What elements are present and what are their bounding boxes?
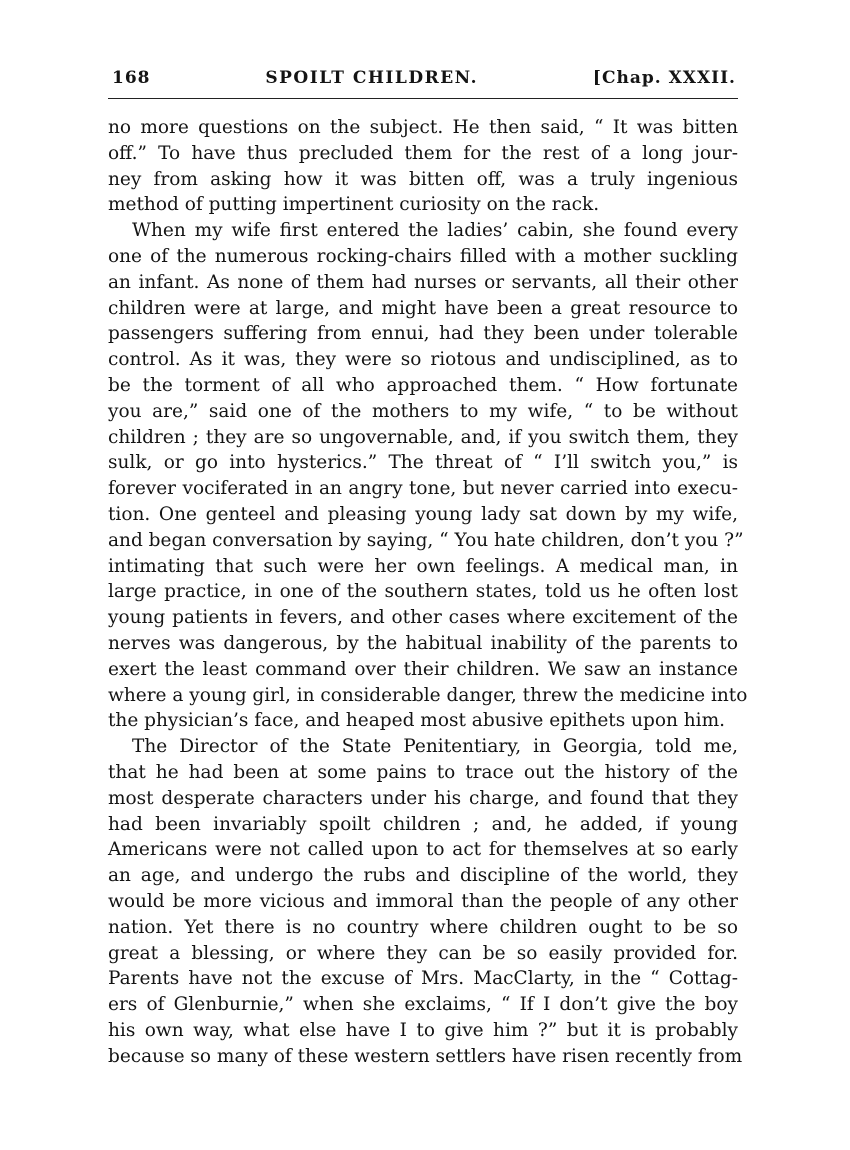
text-line: no more questions on the subject. He then said, “ It was bitten: [108, 117, 738, 138]
chapter-label: [Chap. XXXII.: [592, 68, 736, 88]
text-line: an infant. As none of them had nurses or servants, all their other: [108, 271, 738, 293]
text-line: would be more vicious and immoral than the people of any other: [108, 890, 738, 912]
text-line: and began conversation by saying, “ You hate children, don’t you ?”: [108, 529, 744, 551]
text-line: nation. Yet there is no country where children ought to be so: [108, 916, 738, 938]
text-line: large practice, in one of the southern states, told us he often lost: [108, 581, 738, 603]
text-line: Americans were not called upon to act for themselves at so early: [108, 839, 738, 861]
text-line: exert the least command over their children. We saw an instance: [108, 658, 738, 680]
text-line: where a young girl, in considerable danger, threw the medicine into: [108, 684, 748, 706]
body-text: [108, 115, 748, 1069]
text-line: had been invariably spoilt children ; and, he added, if young: [108, 813, 738, 835]
text-line: ney from asking how it was bitten off, was a truly ingenious: [108, 168, 738, 190]
text-line: Parents have not the excuse of Mrs. MacClarty, in the “ Cottag-: [108, 968, 738, 990]
text-line: great a blessing, or where they can be so easily provided for.: [108, 942, 738, 964]
text-line: control. As it was, they were so riotous and undisciplined, as to: [108, 349, 738, 371]
text-line: one of the numerous rocking-chairs filled with a mother suckling: [108, 245, 738, 267]
text-line: you are,” said one of the mothers to my wife, “ to be without: [108, 400, 738, 422]
text-line: children ; they are so ungovernable, and, if you switch them, they: [108, 426, 738, 448]
text-line: his own way, what else have I to give him ?” but it is probably: [108, 1019, 738, 1041]
text-line: that he had been at some pains to trace out the history of the: [108, 761, 738, 783]
text-line: be the torment of all who approached them. “ How fortunate: [108, 374, 738, 396]
text-line: intimating that such were her own feelings. A medical man, in: [108, 555, 738, 577]
book-page: [108, 68, 748, 1069]
paragraph: [108, 218, 748, 734]
text-line: method of putting impertinent curiosity on the rack.: [108, 194, 600, 216]
paragraph: [108, 115, 738, 218]
header-rule: [108, 98, 738, 99]
text-line: The Director of the State Penitentiary, in Georgia, told me,: [132, 736, 738, 758]
text-line: an age, and undergo the rubs and discipline of the world, they: [108, 865, 738, 887]
text-line: ers of Glenburnie,” when she exclaims, “ If I don’t give the boy: [108, 994, 738, 1016]
text-line: When my wife first entered the ladies’ cabin, she found every: [132, 220, 738, 242]
running-title: SPOILT CHILDREN.: [265, 68, 479, 88]
text-line: tion. One genteel and pleasing young lady sat down by my wife,: [108, 503, 738, 525]
text-line: sulk, or go into hysterics.” The threat of “ I’ll switch you,” is: [108, 452, 738, 474]
text-line: young patients in fevers, and other cases where excitement of the: [108, 607, 738, 629]
text-line: the physician’s face, and heaped most abusive epithets upon him.: [108, 710, 726, 732]
running-header: [108, 68, 738, 88]
text-line: passengers suffering from ennui, had they been under tolerable: [108, 323, 738, 345]
text-line: off.” To have thus precluded them for the rest of a long jour-: [108, 142, 738, 164]
text-line: because so many of these western settlers have risen recently from: [108, 1045, 743, 1067]
page-number: 168: [112, 68, 151, 88]
text-line: forever vociferated in an angry tone, but never carried into execu-: [108, 478, 738, 500]
text-line: nerves was dangerous, by the habitual inability of the parents to: [108, 632, 738, 654]
paragraph: [108, 734, 743, 1069]
text-line: most desperate characters under his charge, and found that they: [108, 787, 738, 809]
text-line: children were at large, and might have been a great resource to: [108, 297, 738, 319]
